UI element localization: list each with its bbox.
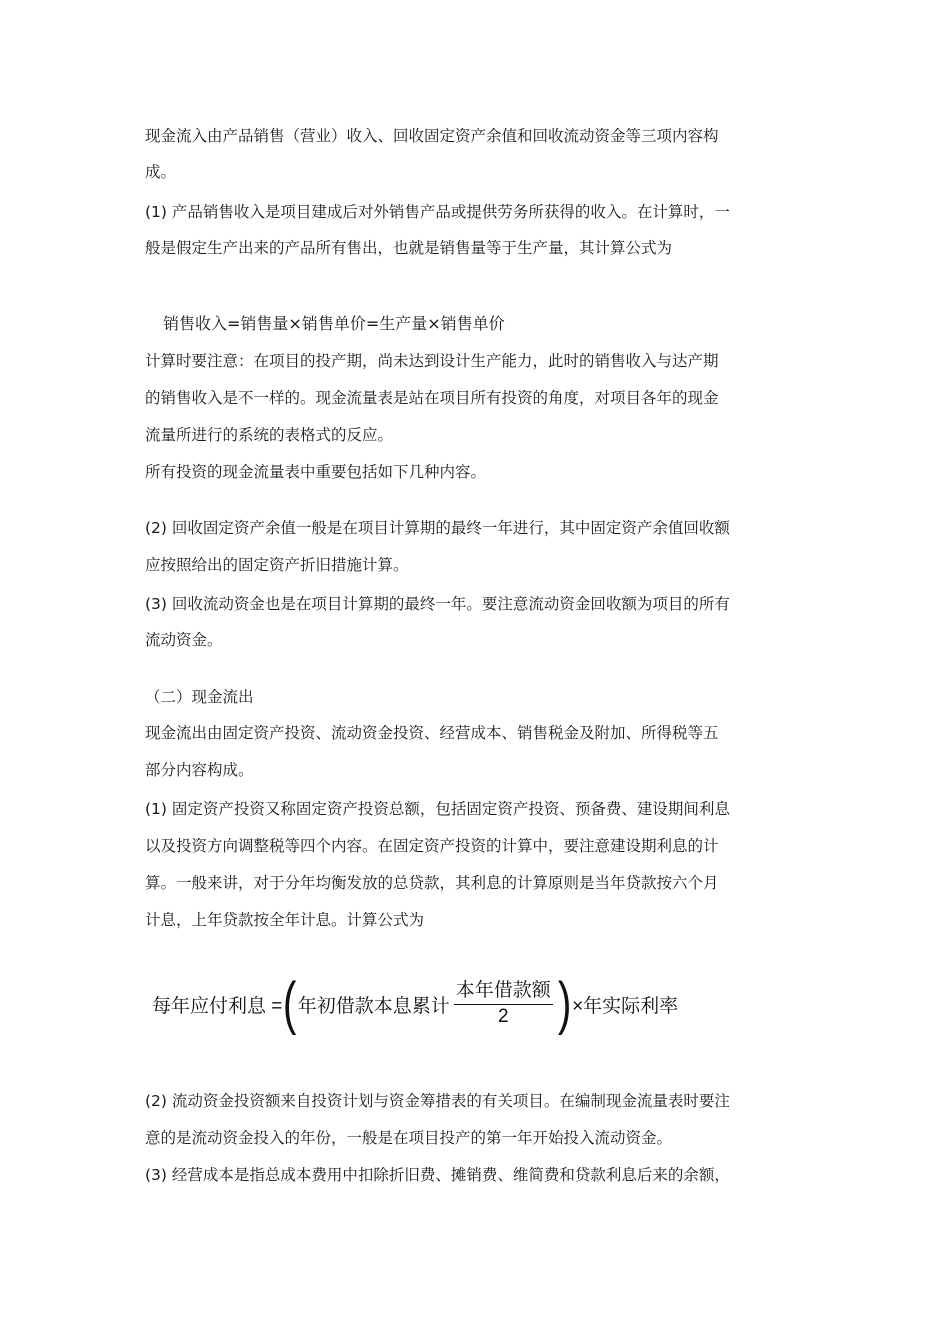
formula-close-paren: ) (557, 971, 572, 1036)
section-heading: （二）现金流出 (145, 688, 254, 706)
formula-lhs: 每年应付利息 = (152, 995, 283, 1017)
paragraph-line: 的销售收入是不一样的。现金流量表是站在项目所有投资的角度，对项目各年的现金 (145, 389, 719, 407)
paragraph-line: 应按照给出的固定资产折旧措施计算。 (145, 556, 409, 574)
formula-fraction (454, 980, 553, 1029)
paragraph-line: (3) 经营成本是指总成本费用中扣除折旧费、摊销费、维简费和贷款利息后来的余额， (145, 1166, 730, 1184)
fraction-denominator: 2 (497, 1005, 509, 1027)
fraction-numerator: 本年借款额 (454, 980, 553, 1005)
formula-term: 年初借款本息累计 (297, 995, 450, 1017)
paragraph-line: 成。 (145, 163, 177, 181)
paragraph-line: 般是假定生产出来的产品所有售出，也就是销售量等于生产量，其计算公式为 (145, 239, 673, 257)
interest-formula (152, 972, 678, 1036)
paragraph-line: 计息，上年贷款按全年计息。计算公式为 (145, 911, 425, 929)
paragraph-line: (2) 回收固定资产余值一般是在项目计算期的最终一年进行，其中固定资产余值回收额 (145, 519, 730, 537)
paragraph-line: 现金流出由固定资产投资、流动资金投资、经营成本、销售税金及附加、所得税等五 (145, 724, 719, 742)
formula-open-paren: ( (283, 971, 297, 1036)
paragraph-line: 流动资金。 (145, 631, 223, 649)
paragraph-line: 部分内容构成。 (145, 761, 254, 779)
paragraph-line: (1) 产品销售收入是项目建成后对外销售产品或提供劳务所获得的收入。在计算时，一 (145, 203, 730, 221)
sales-revenue-formula: 销售收入=销售量×销售单价=生产量×销售单价 (163, 314, 505, 333)
paragraph-line: (3) 回收流动资金也是在项目计算期的最终一年。要注意流动资金回收额为项目的所有 (145, 595, 730, 613)
paragraph-line: (2) 流动资金投资额来自投资计划与资金筹措表的有关项目。在编制现金流量表时要注 (145, 1092, 730, 1110)
paragraph-line: 计算时要注意：在项目的投产期，尚未达到设计生产能力，此时的销售收入与达产期 (145, 352, 719, 370)
paragraph-line: (1) 固定资产投资又称固定资产投资总额，包括固定资产投资、预备费、建设期间利息 (145, 800, 730, 818)
paragraph-line: 算。一般来讲，对于分年均衡发放的总贷款，其利息的计算原则是当年贷款按六个月 (145, 874, 719, 892)
formula-rhs: ×年实际利率 (572, 995, 679, 1017)
paragraph-line: 现金流入由产品销售（营业）收入、回收固定资产余值和回收流动资金等三项内容构 (145, 127, 719, 145)
paragraph-line: 所有投资的现金流量表中重要包括如下几种内容。 (145, 463, 487, 481)
paragraph-line: 以及投资方向调整税等四个内容。在固定资产投资的计算中，要注意建设期利息的计 (145, 837, 719, 855)
paragraph-line: 流量所进行的系统的表格式的反应。 (145, 426, 394, 444)
paragraph-line: 意的是流动资金投入的年份，一般是在项目投产的第一年开始投入流动资金。 (145, 1129, 673, 1147)
